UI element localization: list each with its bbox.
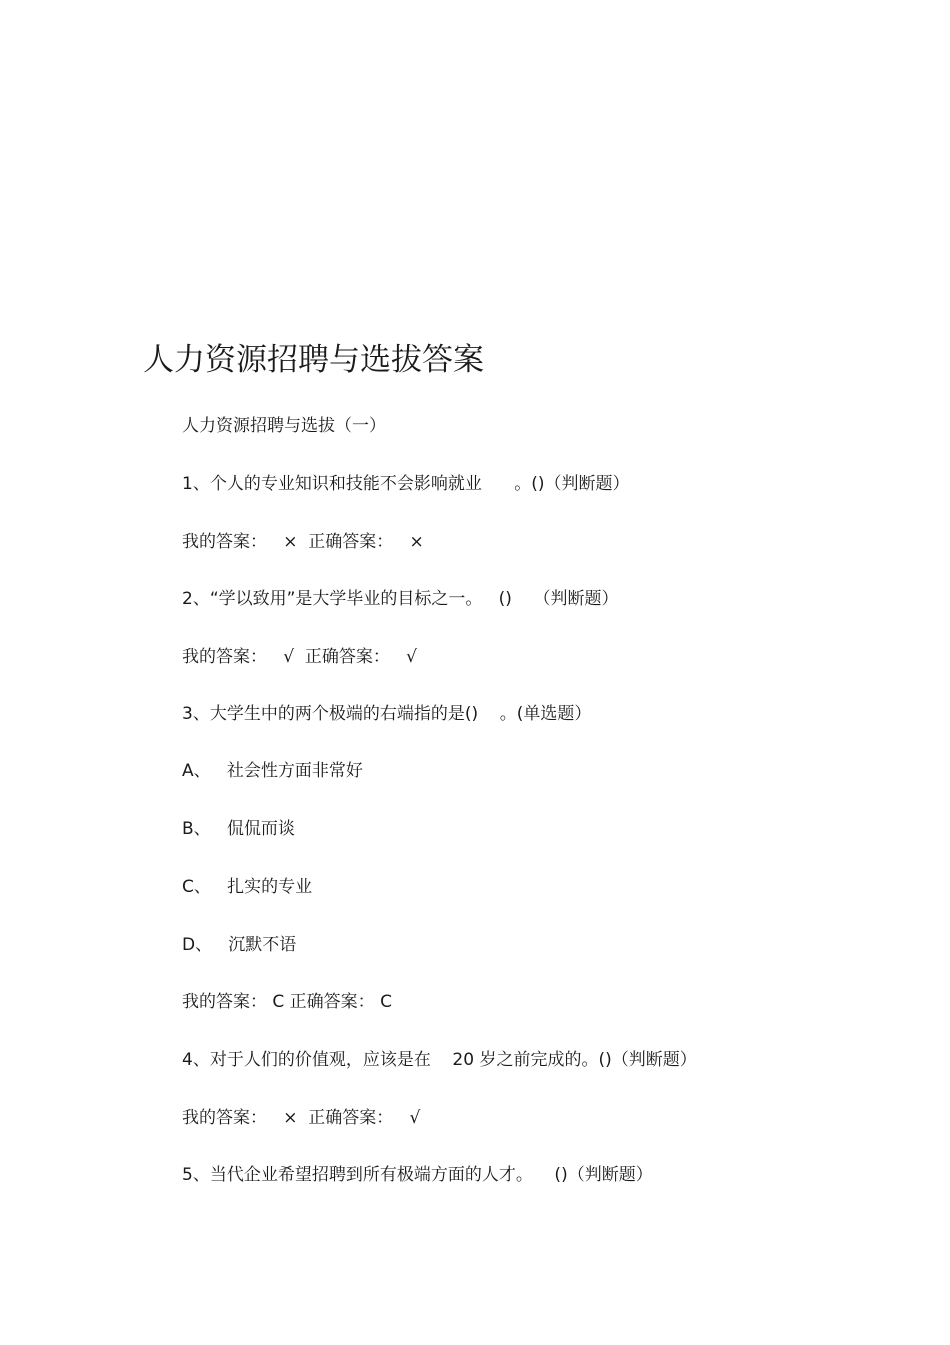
question-2: 2、“学以致用”是大学毕业的目标之一。 () （判断题）	[182, 589, 619, 609]
question-3: 3、大学生中的两个极端的右端指的是() 。(单选题）	[182, 704, 592, 724]
answer-2: 我的答案： √ 正确答案： √	[182, 647, 417, 667]
question-5: 5、当代企业希望招聘到所有极端方面的人才。 ()（判断题）	[182, 1165, 653, 1185]
option-b: B、 侃侃而谈	[182, 819, 295, 839]
option-d: D、 沉默不语	[182, 935, 297, 955]
answer-1: 我的答案： × 正确答案： ×	[182, 532, 424, 552]
option-c: C、 扎实的专业	[182, 877, 313, 897]
question-1: 1、个人的专业知识和技能不会影响就业 。()（判断题）	[182, 474, 630, 494]
option-a: A、 社会性方面非常好	[182, 761, 363, 781]
section-heading: 人力资源招聘与选拔（一）	[182, 416, 386, 436]
question-4: 4、对于人们的价值观，应该是在 20 岁之前完成的。()（判断题）	[182, 1050, 697, 1070]
answer-3: 我的答案： C 正确答案： C	[182, 992, 392, 1012]
answer-4: 我的答案： × 正确答案： √	[182, 1108, 421, 1128]
document-title: 人力资源招聘与选拔答案	[143, 342, 484, 378]
